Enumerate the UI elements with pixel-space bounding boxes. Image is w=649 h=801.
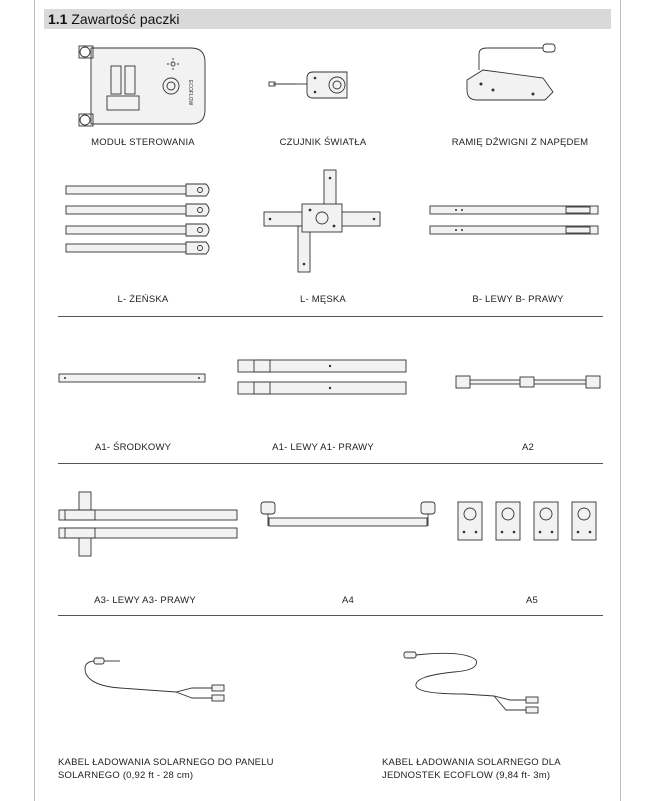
light-sensor-icon [262, 58, 382, 108]
a4-bar-icon [256, 498, 440, 538]
page-border-left [34, 0, 35, 801]
item-label: CZUJNIK ŚWIATŁA [279, 137, 367, 148]
section-title: Zawartość paczki [71, 11, 180, 27]
row-divider [58, 316, 603, 317]
section-number: 1.1 [48, 11, 68, 27]
item-label: A5 [525, 595, 539, 606]
a1-rails-icon [232, 356, 412, 400]
section-header [44, 9, 611, 29]
row-divider [58, 463, 603, 464]
item-label: MODUŁ STEROWANIA [91, 137, 195, 148]
page-border-right [620, 0, 621, 801]
item-label: KABEL ŁADOWANIA SOLARNEGO DLA JEDNOSTEK ECOFLOW (9,84 ft- 3m) [382, 757, 561, 781]
item-label: B- LEWY B- PRAWY [472, 294, 564, 305]
solar-panel-cable-icon [78, 652, 238, 714]
b-rails-icon [424, 200, 604, 240]
a2-rod-icon [450, 372, 606, 394]
item-label: L- ŻEŃSKA [117, 294, 169, 305]
item-label: A3- LEWY A3- PRAWY [94, 595, 196, 606]
item-label: A1- LEWY A1- PRAWY [272, 442, 374, 453]
a1-middle-icon [56, 368, 208, 388]
lever-arm-icon [448, 40, 578, 110]
ecoflow-cable-icon [392, 648, 552, 724]
male-legs-icon [262, 168, 382, 278]
item-label: A2 [521, 442, 535, 453]
a5-brackets-icon [454, 498, 604, 544]
item-label: A4 [341, 595, 355, 606]
item-label: L- MĘSKA [300, 294, 346, 305]
a3-rails-icon [56, 490, 240, 560]
row-divider [58, 615, 603, 616]
brand-text: ECOFLOW [186, 80, 193, 106]
item-label: A1- ŚRODKOWY [94, 442, 172, 453]
item-label: KABEL ŁADOWANIA SOLARNEGO DO PANELU SOLARNEGO (0,92 ft - 28 cm) [58, 757, 274, 781]
female-legs-icon [60, 180, 220, 260]
item-label: RAMIĘ DŹWIGNI Z NAPĘDEM [451, 137, 589, 148]
control-module-icon [70, 40, 215, 130]
